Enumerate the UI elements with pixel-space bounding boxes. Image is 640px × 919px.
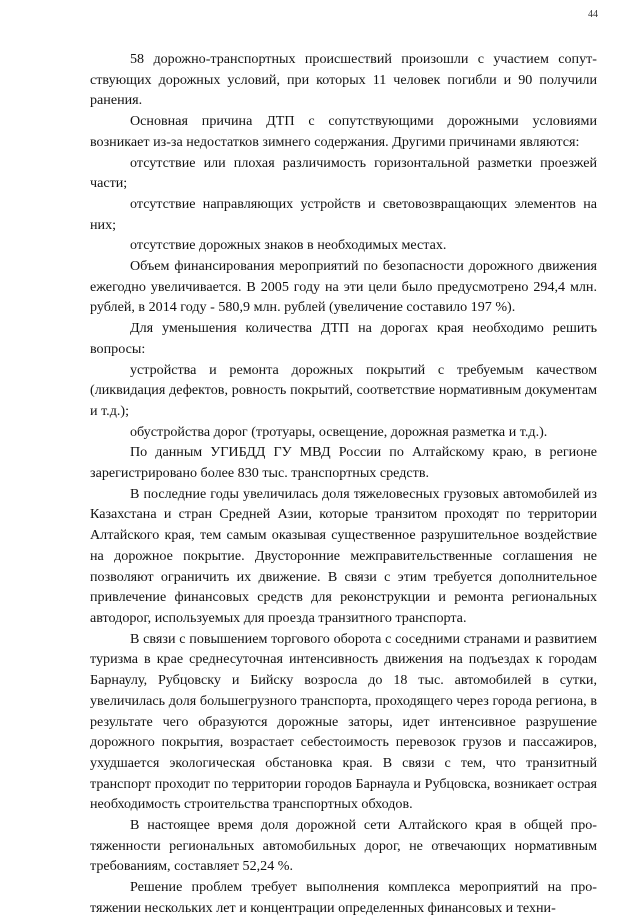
paragraph: В связи с повышением торгового оборота с соседними странами и развитием туризма в крае среднесуточная интенсивность движения на подъездах к городам Барнаулу, Рубцовску и Бийску возросла до 18 тыс. автомобилей в сутки, увеличилась доля большегрузного транспорта, проходящего через города региона, в результате чего образуются дорожные заторы, идет интенсивное разрушение дорожного покрытия, возрастает себестоимость перевозок грузов и пассажиров, ухудшается экологическая обстановка края. В связи с тем, что транзитный транспорт проходит по территории городов Барнаула и Рубцовска, возникает острая необходимость строительства транспортных обходов. [90,630,597,813]
paragraph: Для уменьшения количества ДТП на дорогах края необходимо решить вопросы: [90,320,597,357]
paragraph: По данным УГИБДД ГУ МВД России по Алтайскому краю, в регионе зарегистрировано более 830 тыс. транспортных средств. [90,444,597,482]
paragraph: В настоящее время доля дорожной сети Алтайского края в общей протяженности региональных автомобильных дорог, не отвечающих нормативным требованиям, составляет 52,24 %. [90,817,597,875]
paragraph: Основная причина ДТП с сопутствующими дорожными условиями возникает из-за недостатков зимнего содержания. Другими причинами являются: [90,113,597,150]
list-item: отсутствие или плохая различимость горизонтальной разметки проезжей части; [90,154,597,192]
paragraph: В последние годы увеличилась доля тяжеловесных грузовых автомобилей из Казахстана и стран Средней Азии, которые транзитом проходят по территории Алтайского края, тем самым оказывая существенное разрушительное воздействие на дорожное покрытие. Двусторонние межправительственные соглашения не позволяют ограничить их движение. В связи с этим требуется дополнительное привлечение финансовых средств для реконструкции и ремонта региональных автодорог, используемых для проезда транзитного транспорта. [90,485,597,626]
list-item: устройства и ремонта дорожных покрытий с требуемым качеством (ликвидация дефектов, ровность покрытий, соответствие нормативным документам и т.д.); [90,361,597,419]
list-item: отсутствие дорожных знаков в необходимых местах. [130,237,447,254]
paragraph: Объем финансирования мероприятий по безопасности дорожного движения ежегодно увеличивается. В 2005 году на эти цели было предусмотрено 294,4 млн. рублей, в 2014 году - 580,9 млн. рублей (увеличение составило 197 %). [90,258,597,316]
list-item: отсутствие направляющих устройств и световозвращающих элементов на них; [90,195,597,233]
document-body [90,49,597,919]
paragraph: Решение проблем требует выполнения комплекса мероприятий на протяжении нескольких лет и концентрации определенных финансовых и техни- [90,879,597,916]
page-number: 44 [588,9,598,20]
list-item: обустройства дорог (тротуары, освещение, дорожная разметка и т.д.). [130,423,548,440]
paragraph: 58 дорожно-транспортных происшествий произошли с участием сопутствующих дорожных условий, при которых 11 человек погибли и 90 получили ранения. [90,51,597,109]
